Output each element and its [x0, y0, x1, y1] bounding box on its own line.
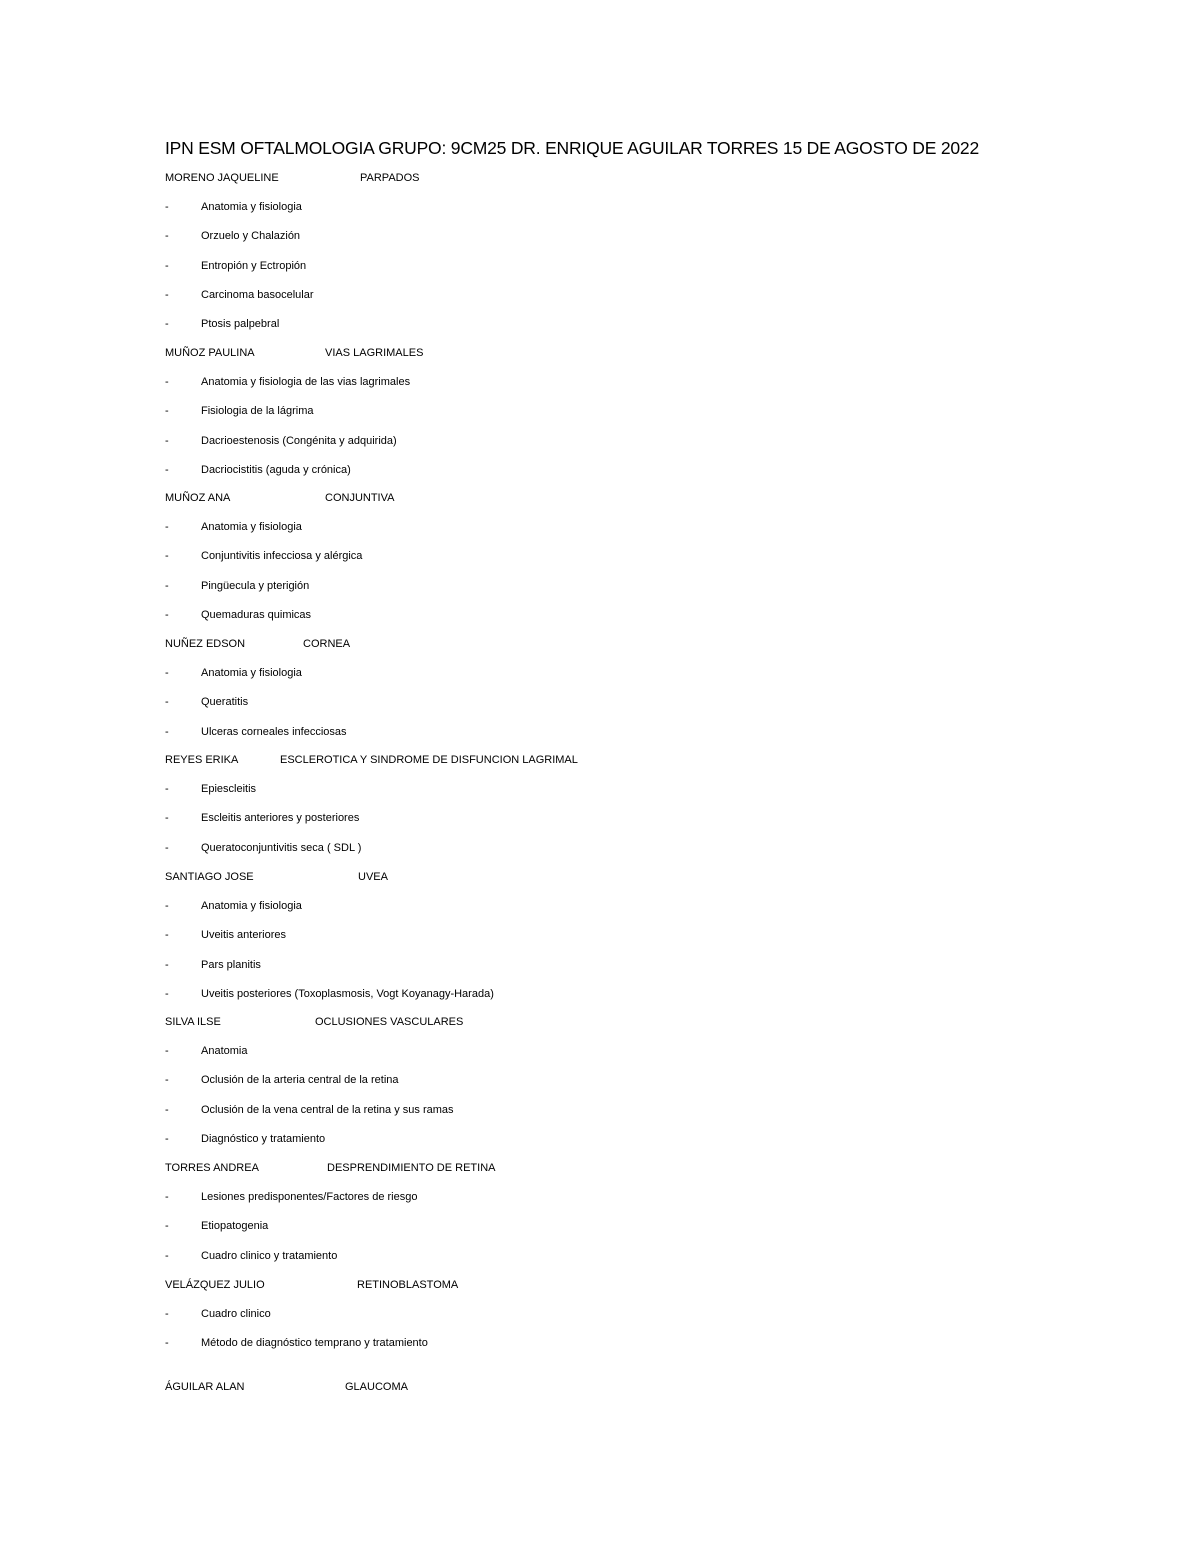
bullet-dash: - [165, 900, 169, 913]
bullet-dash: - [165, 434, 169, 447]
bullet-dash: - [165, 667, 169, 680]
list-item-text: Etiopatogenia [201, 1220, 269, 1233]
bullet-dash: - [165, 812, 169, 825]
bullet-dash: - [165, 725, 169, 738]
list-item-text: Oclusión de la arteria central de la retina [201, 1074, 399, 1087]
bullet-dash: - [165, 987, 169, 1000]
bullet-dash: - [165, 1074, 169, 1087]
topic-title: OCLUSIONES VASCULARES [315, 1016, 464, 1028]
list-item-text: Entropión y Ectropión [201, 259, 307, 272]
list-item-text: Pingüecula y pterigión [201, 579, 310, 592]
bullet-dash: - [165, 521, 169, 534]
list-item-text: Anatomia y fisiologia [201, 900, 302, 913]
list-item-text: Anatomia y fisiologia [201, 667, 302, 680]
list-item-text: Método de diagnóstico temprano y tratamiento [201, 1337, 428, 1350]
topic-title: ESCLEROTICA Y SINDROME DE DISFUNCION LAGRIMAL [280, 754, 578, 766]
topic-title: DESPRENDIMIENTO DE RETINA [327, 1162, 496, 1174]
list-item-text: Cuadro clinico [201, 1308, 271, 1321]
list-item-text: Fisiologia de la lágrima [201, 405, 314, 418]
bullet-dash: - [165, 230, 169, 243]
list-item-text: Lesiones predisponentes/Factores de riesgo [201, 1191, 418, 1204]
bullet-dash: - [165, 463, 169, 476]
bullet-dash: - [165, 1220, 169, 1233]
student-name: MUÑOZ ANA [165, 492, 231, 504]
list-item-text: Uveitis anteriores [201, 929, 286, 942]
list-item-text: Uveitis posteriores (Toxoplasmosis, Vogt Koyanagy-Harada) [201, 987, 494, 1000]
list-item-text: Quemaduras quimicas [201, 608, 312, 621]
list-item-text: Anatomia [201, 1045, 248, 1058]
bullet-dash: - [165, 405, 169, 418]
student-name: MUÑOZ PAULINA [165, 347, 255, 359]
bullet-dash: - [165, 259, 169, 272]
student-name: TORRES ANDREA [165, 1162, 259, 1174]
list-item-text: Diagnóstico y tratamiento [201, 1132, 326, 1145]
bullet-dash: - [165, 783, 169, 796]
list-item-text: Dacrioestenosis (Congénita y adquirida) [201, 434, 397, 447]
student-name: NUÑEZ EDSON [165, 638, 246, 650]
bullet-dash: - [165, 201, 169, 214]
student-name: MORENO JAQUELINE [165, 172, 279, 184]
list-item-text: Epiescleitis [201, 783, 257, 796]
list-item-text: Oclusión de la vena central de la retina y sus ramas [201, 1103, 454, 1116]
bullet-dash: - [165, 841, 169, 854]
student-name: REYES ERIKA [165, 754, 239, 766]
topic-title: CONJUNTIVA [325, 492, 395, 504]
list-item-text: Ulceras corneales infecciosas [201, 725, 347, 738]
bullet-dash: - [165, 318, 169, 330]
list-item-text: Conjuntivitis infecciosa y alérgica [201, 550, 363, 563]
student-name: SANTIAGO JOSE [165, 871, 254, 883]
topic-title: VIAS LAGRIMALES [325, 347, 424, 359]
list-item-text: Cuadro clinico y tratamiento [201, 1249, 338, 1262]
bullet-dash: - [165, 608, 169, 621]
bullet-dash: - [165, 550, 169, 563]
bullet-dash: - [165, 1191, 169, 1204]
list-item-text: Orzuelo y Chalazión [201, 230, 301, 243]
bullet-dash: - [165, 1337, 169, 1350]
list-item-text: Pars planitis [201, 958, 261, 971]
topic-title: GLAUCOMA [345, 1381, 408, 1393]
topic-title: UVEA [358, 871, 388, 883]
bullet-dash: - [165, 376, 169, 389]
list-item-text: Queratoconjuntivitis seca ( SDL ) [201, 841, 362, 854]
list-item-text: Anatomia y fisiologia [201, 201, 302, 214]
student-name: ÁGUILAR ALAN [165, 1381, 245, 1393]
bullet-dash: - [165, 1308, 169, 1321]
document-title: IPN ESM OFTALMOLOGIA GRUPO: 9CM25 DR. ENRIQUE AGUILAR TORRES 15 DE AGOSTO DE 2022 [165, 138, 979, 158]
topic-title: CORNEA [303, 638, 351, 650]
bullet-dash: - [165, 929, 169, 942]
bullet-dash: - [165, 1249, 169, 1262]
topic-title: RETINOBLASTOMA [357, 1279, 459, 1291]
list-item-text: Escleitis anteriores y posteriores [201, 812, 360, 825]
list-item-text: Anatomia y fisiologia [201, 521, 302, 534]
list-item-text: Queratitis [201, 696, 249, 709]
bullet-dash: - [165, 579, 169, 592]
bullet-dash: - [165, 696, 169, 709]
bullet-dash: - [165, 958, 169, 971]
bullet-dash: - [165, 288, 169, 301]
list-item-text: Anatomia y fisiologia de las vias lagrimales [201, 376, 411, 389]
student-name: VELÁZQUEZ JULIO [165, 1279, 265, 1291]
bullet-dash: - [165, 1045, 169, 1058]
bullet-dash: - [165, 1132, 169, 1145]
bullet-dash: - [165, 1103, 169, 1116]
list-item-text: Carcinoma basocelular [201, 288, 314, 301]
list-item-text: Ptosis palpebral [201, 318, 280, 330]
topic-title: PARPADOS [360, 172, 420, 184]
student-name: SILVA ILSE [165, 1016, 221, 1028]
list-item-text: Dacriocistitis (aguda y crónica) [201, 463, 351, 476]
